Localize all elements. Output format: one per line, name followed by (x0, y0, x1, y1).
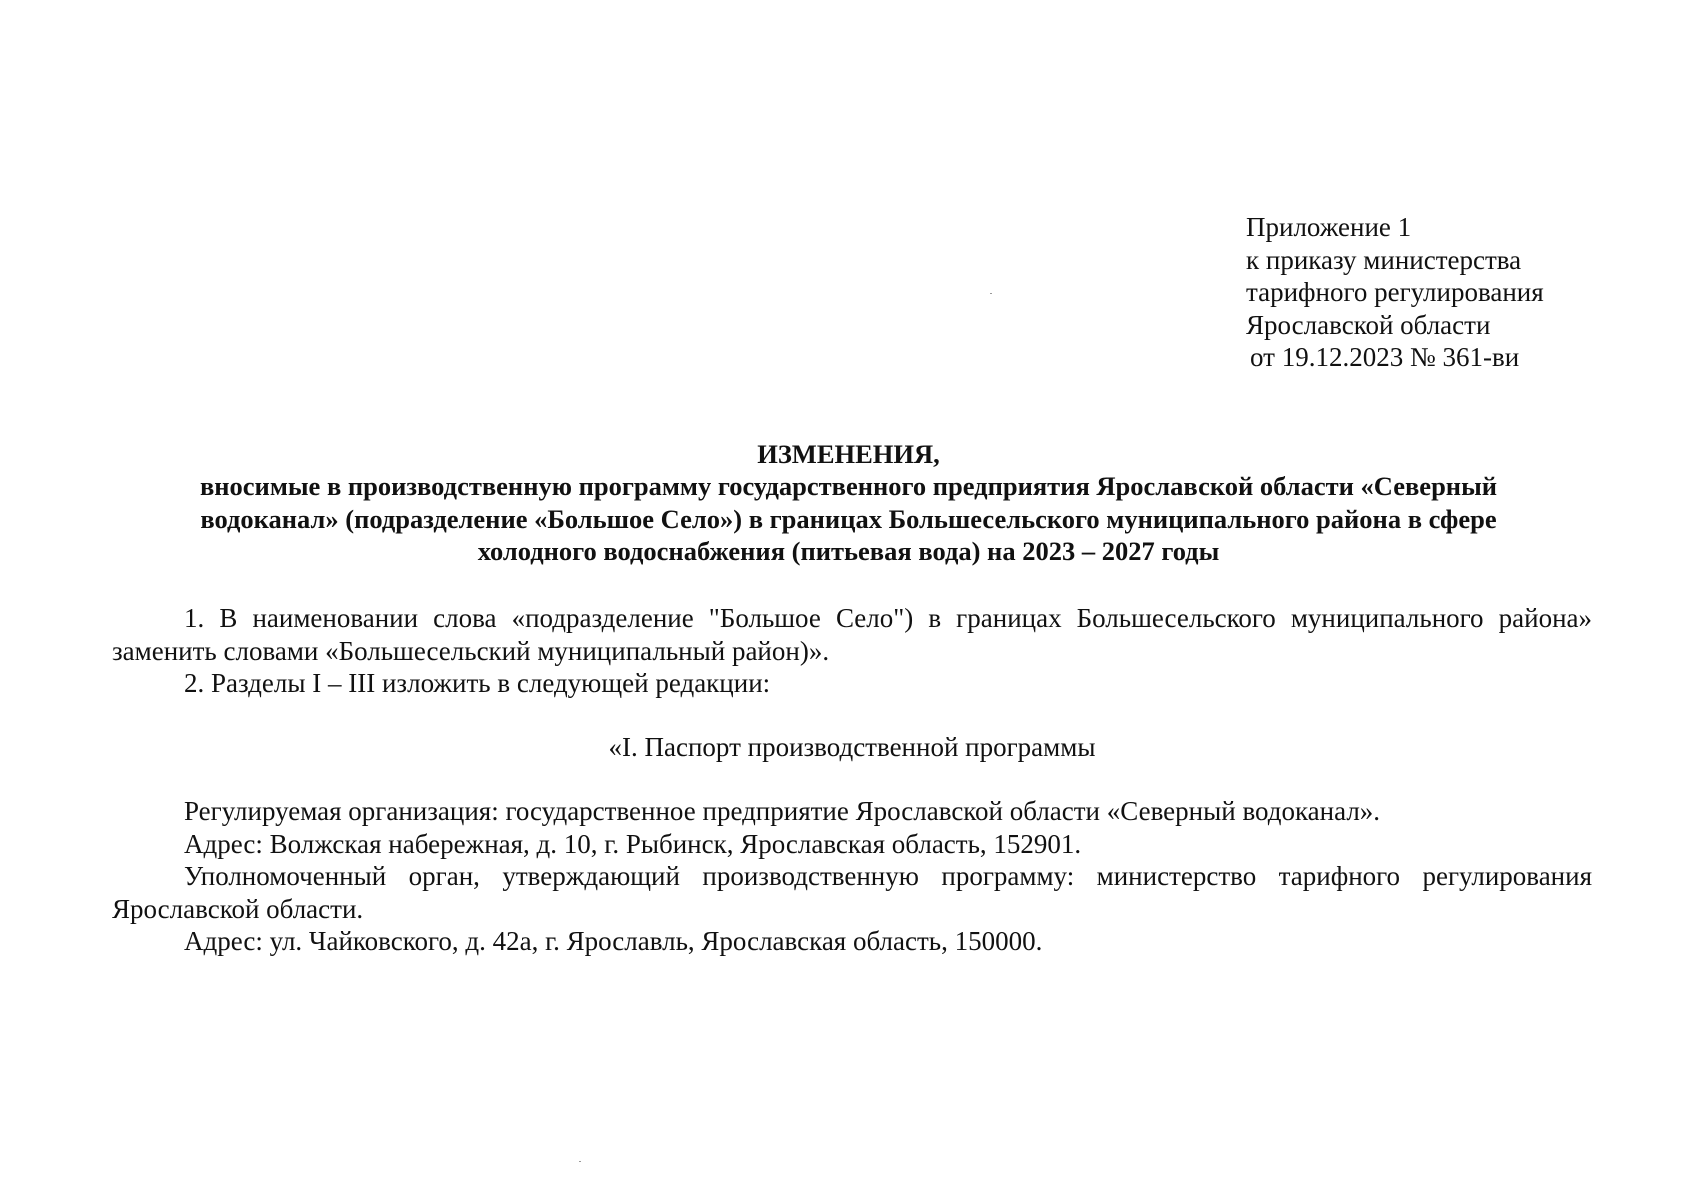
paragraph-item-2: 2. Разделы I – III изложить в следующей редакции: (184, 668, 771, 698)
document-subtitle: вносимые в производственную программу государственного предприятия Ярославской области «Северный водоканал» (подразделение «Большое Село») в границах Большесельского муниципального района в сфере холодного водоснабжения (питьевая вода) на 2023 – 2027 годы (199, 471, 1498, 566)
authorizing-body: Уполномоченный орган, утверждающий производственную программу: министерство тарифного регулирования Ярославской области. (112, 861, 1592, 924)
appendix-region-line: Ярославской области (1246, 309, 1491, 340)
section-heading: «I. Паспорт производственной программы (608, 732, 1096, 762)
scan-speck (990, 293, 992, 294)
authorizing-body-address: Адрес: ул. Чайковского, д. 42а, г. Ярославль, Ярославская область, 150000. (184, 926, 1043, 956)
appendix-ministry-line: тарифного регулирования (1246, 277, 1544, 307)
appendix-number: Приложение 1 (1246, 212, 1412, 242)
appendix-block (1246, 211, 1544, 374)
appendix-order-line: к приказу министерства (1246, 244, 1522, 275)
regulated-organization-address: Адрес: Волжская набережная, д. 10, г. Рыбинск, Ярославская область, 152901. (184, 829, 1082, 859)
scan-speck (579, 1161, 581, 1162)
appendix-order-reference: от 19.12.2023 № 361-ви (1250, 342, 1520, 372)
paragraph-item-1: 1. В наименовании слова «подразделение "Большое Село") в границах Большесельского муниципального района» заменить словами «Большесельский муниципальный район)». (112, 603, 1592, 666)
regulated-organization: Регулируемая организация: государственное предприятие Ярославской области «Северный водоканал». (184, 796, 1381, 826)
document-title: ИЗМЕНЕНИЯ, (757, 439, 940, 469)
